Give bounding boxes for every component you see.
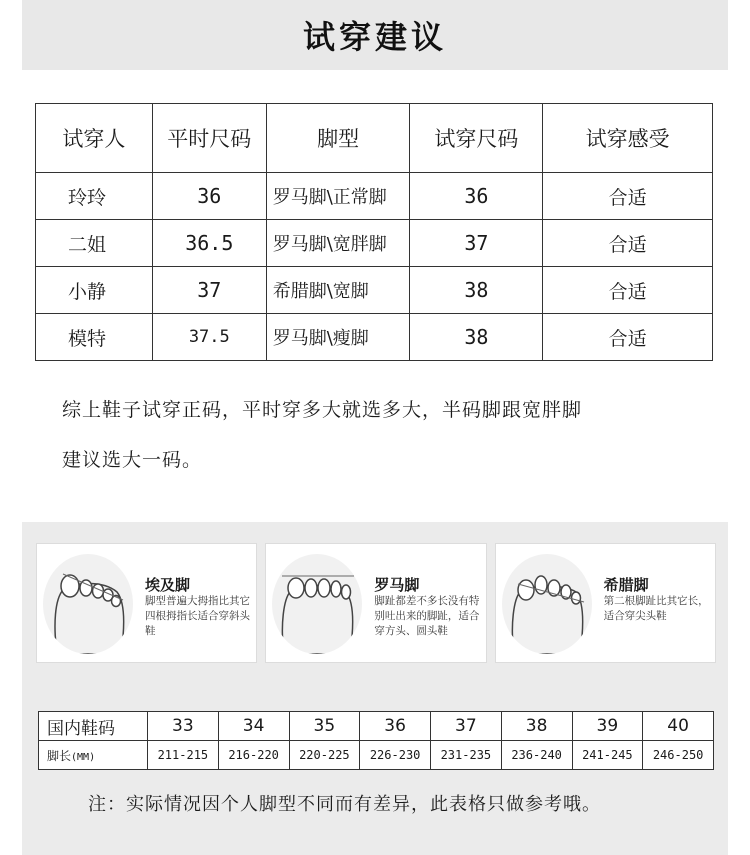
length-cell: 241-245 [572,741,643,770]
length-cell: 246-250 [643,741,714,770]
summary-line-1: 综上鞋子试穿正码，平时穿多大就选多大，半码脚跟宽胖脚 [62,399,583,421]
foot-card-title: 埃及脚 [145,576,191,594]
length-unit: (MM) [71,751,96,763]
foot-type: 罗马脚\瘦脚 [266,314,410,361]
foot-type: 希腊脚\宽脚 [266,267,410,314]
tester-name: 小静 [36,267,153,314]
size-table [38,711,714,770]
feeling: 合适 [543,173,713,220]
foot-card-desc: 脚趾都差不多长没有特别吐出来的脚趾，适合穿方头、圆头鞋 [374,595,480,637]
feeling: 合适 [543,220,713,267]
header-tester: 试穿人 [36,104,153,173]
foot-type-cards [36,543,716,663]
length-cell: 211-215 [148,741,219,770]
length-cell: 220-225 [289,741,360,770]
size-cell: 35 [289,712,360,741]
title-band [22,0,728,70]
page-title: 试穿建议 [302,18,447,56]
trial-size: 38 [410,314,543,361]
foot-type: 罗马脚\宽胖脚 [266,220,410,267]
table-row [36,267,713,314]
length-row [39,741,714,770]
foot-card-greek [495,543,716,663]
feeling: 合适 [543,267,713,314]
foot-card-egyptian [36,543,257,663]
table-row [36,173,713,220]
header-usual-size: 平时尺码 [152,104,266,173]
length-cell: 236-240 [501,741,572,770]
length-label: 脚长 [47,748,72,763]
foot-card-desc: 第二根脚趾比其它长，适合穿尖头鞋 [603,595,709,622]
size-cell: 36 [360,712,431,741]
length-cell: 216-220 [218,741,289,770]
length-cell: 231-235 [431,741,502,770]
size-cell: 38 [501,712,572,741]
feeling: 合适 [543,314,713,361]
foot-type: 罗马脚\正常脚 [266,173,410,220]
size-cell: 34 [218,712,289,741]
header-feeling: 试穿感受 [543,104,713,173]
usual-size: 36 [152,173,266,220]
length-cell: 226-230 [360,741,431,770]
size-cell: 39 [572,712,643,741]
length-row-label [39,741,148,770]
size-cell: 37 [431,712,502,741]
tester-name: 二姐 [36,220,153,267]
size-row-label: 国内鞋码 [39,712,148,741]
summary-text [62,385,722,485]
usual-size: 37.5 [152,314,266,361]
trial-table [35,103,713,361]
foot-card-roman [265,543,486,663]
foot-card-title: 希腊脚 [603,576,649,594]
table-row [36,314,713,361]
trial-table-header [36,104,713,173]
usual-size: 37 [152,267,266,314]
header-trial-size: 试穿尺码 [410,104,543,173]
foot-card-title: 罗马脚 [374,576,420,594]
disclaimer-note: 注：实际情况因个人脚型不同而有差异，此表格只做参考哦。 [88,794,601,815]
trial-size: 37 [410,220,543,267]
table-row [36,220,713,267]
roman-foot-icon [272,554,362,654]
summary-line-2: 建议选大一码。 [62,449,203,471]
size-cell: 40 [643,712,714,741]
tester-name: 玲玲 [36,173,153,220]
trial-size: 36 [410,173,543,220]
usual-size: 36.5 [152,220,266,267]
egyptian-foot-icon [43,554,133,654]
header-foot-type: 脚型 [266,104,410,173]
greek-foot-icon [502,554,592,654]
foot-card-desc: 脚型普遍大拇指比其它四根拇指长适合穿斜头鞋 [145,595,250,637]
trial-size: 38 [410,267,543,314]
size-row [39,712,714,741]
tester-name: 模特 [36,314,153,361]
size-cell: 33 [148,712,219,741]
